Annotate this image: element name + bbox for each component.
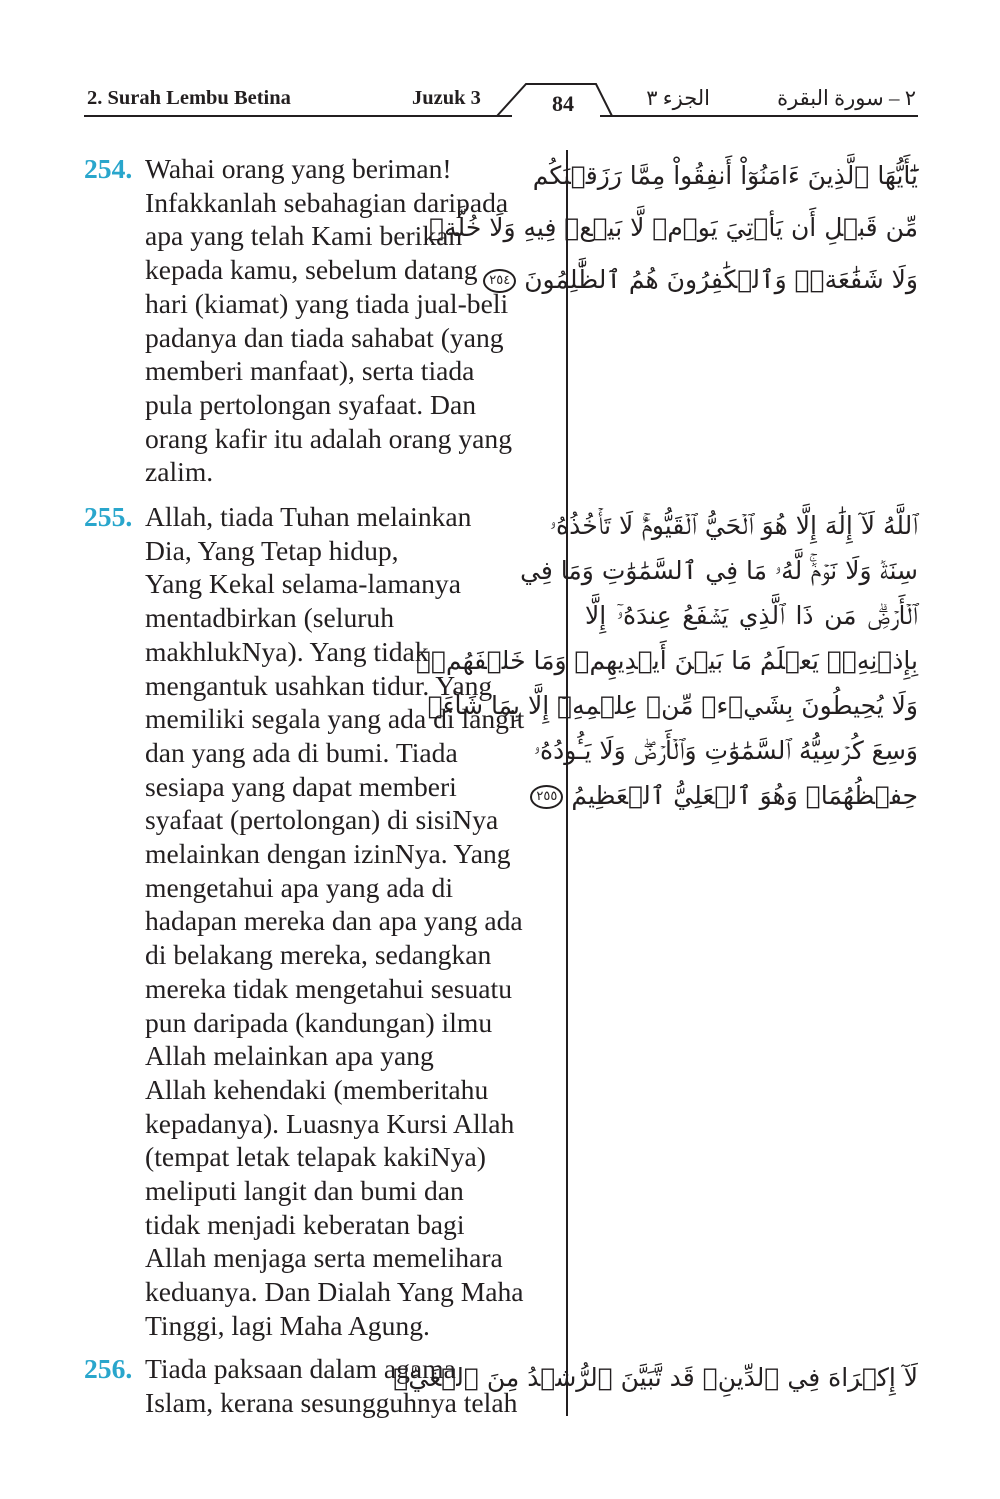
verse-255-translation: [84, 500, 564, 1343]
arabic-line-text: وَلَا شَفَٰعَةٞۗ وَٱلۡكَٰفِرُونَ هُمُ ٱلظَّٰلِمُونَ: [524, 265, 918, 294]
translation-line: hari (kiamat) yang tiada jual-beli: [145, 287, 509, 319]
translation-line: Islam, kerana sesungguhnya telah: [145, 1386, 518, 1418]
translation-line: kepadanya). Luasnya Kursi Allah: [145, 1107, 515, 1139]
translation-line: (tempat letak telapak kakiNya): [145, 1141, 486, 1173]
translation-line: tidak menjadi keberatan bagi: [145, 1208, 465, 1240]
arabic-line: ٱللَّهُ لَآ إِلَٰهَ إِلَّا هُوَ ٱلۡحَيُّ ٱلۡقَيُّومُۚ لَا تَأۡخُذُهُۥ: [549, 511, 918, 540]
surah-title-latin: 2. Surah Lembu Betina: [87, 87, 291, 109]
translation-line: pun daripada (kandungan) ilmu: [145, 1006, 493, 1038]
translation-line: orang kafir itu adalah orang yang: [145, 422, 513, 454]
translation-line: pula pertolongan syafaat. Dan: [145, 388, 477, 420]
arabic-line: لَآ إِكۡرَاهَ فِي ٱلدِّينِۖ قَد تَّبَيَّنَ ٱلرُّشۡدُ مِنَ ٱلۡغَيِّۚ: [393, 1363, 918, 1392]
verse-256-arabic: [393, 1352, 918, 1404]
translation-line: kepada kamu, sebelum datang: [145, 254, 478, 286]
ayah-end-marker: ٢٥٥: [530, 785, 563, 809]
verse-number: 256.: [84, 1353, 133, 1384]
translation-line: memiliki segala yang ada di langit: [145, 703, 525, 735]
translation-line: hadapan mereka dan apa yang ada: [145, 905, 523, 937]
translation-line: Allah kehendaki (memberitahu: [145, 1073, 489, 1105]
translation-line: melainkan dengan izinNya. Yang: [145, 838, 511, 870]
translation-line: makhlukNya). Yang tidak: [145, 635, 429, 667]
translation-line: dan yang ada di bumi. Tiada: [145, 736, 458, 768]
surah-title-arabic: ٢ – سورة البقرة: [777, 86, 916, 110]
arabic-line: يَٰٓأَيُّهَا ٱلَّذِينَ ءَامَنُوٓاْ أَنفِقُواْ مِمَّا رَزَقۡنَٰكُم: [532, 161, 918, 190]
translation-line: mengetahui apa yang ada di: [145, 871, 454, 903]
translation-line: memberi manfaat), serta tiada: [145, 355, 475, 387]
page-number: 84: [552, 91, 574, 116]
ayah-end-marker: ٢٥٤: [483, 269, 516, 293]
translation-line: Tinggi, lagi Maha Agung.: [145, 1309, 430, 1341]
verse-number: 255.: [84, 501, 133, 532]
verse-number: 254.: [84, 153, 133, 184]
arabic-line: وَسِعَ كُرۡسِيُّهُ ٱلسَّمَٰوَٰتِ وَٱلۡأَرۡضَۖ وَلَا يَـُٔودُهُۥ: [533, 736, 918, 765]
verse-254-arabic: [429, 150, 918, 306]
arabic-line-last: [536, 773, 918, 818]
arabic-line: سِنَةٞ وَلَا نَوۡمٞۚ لَّهُۥ مَا فِي ٱلسَّمَٰوَٰتِ وَمَا فِي: [520, 556, 918, 585]
translation-line: meliputi langit dan bumi dan: [145, 1175, 464, 1207]
translation-line: syafaat (pertolongan) di sisiNya: [145, 804, 499, 836]
translation-line: zalim.: [145, 456, 214, 488]
translation-line: Allah melainkan apa yang: [145, 1040, 434, 1072]
verse-255-arabic: [415, 503, 918, 818]
arabic-line: وَلَا يُحِيطُونَ بِشَيۡءٖ مِّنۡ عِلۡمِهِۦٓ إِلَّا بِمَا شَآءَۚ: [427, 691, 918, 720]
translation-line: di belakang mereka, sedangkan: [145, 939, 492, 971]
translation-line: Infakkanlah sebahagian daripada: [145, 186, 509, 218]
juzuk-label: Juzuk 3: [412, 87, 481, 109]
translation-line: Tiada paksaan dalam agama: [145, 1353, 456, 1384]
translation-line: sesiapa yang dapat memberi: [145, 770, 457, 802]
arabic-line: بِإِذۡنِهِۦۚ يَعۡلَمُ مَا بَيۡنَ أَيۡدِيهِمۡ وَمَا خَلۡفَهُمۡۖ: [415, 646, 918, 675]
translation-line: mereka tidak mengetahui sesuatu: [145, 972, 513, 1004]
translation-line: Wahai orang yang beriman!: [145, 153, 452, 184]
arabic-line: ٱلۡأَرۡضِۗ مَن ذَا ٱلَّذِي يَشۡفَعُ عِندَهُۥٓ إِلَّا: [585, 601, 918, 630]
translation-line: Allah menjaga serta memelihara: [145, 1242, 503, 1274]
translation-line: mengantuk usahkan tidur. Yang: [145, 669, 493, 701]
translation-line: Yang Kekal selama-lamanya: [145, 568, 461, 600]
translation-line: apa yang telah Kami berikan: [145, 220, 463, 252]
translation-line: Allah, tiada Tuhan melainkan: [145, 501, 472, 532]
juz-label-arabic: الجزء ٣: [646, 86, 710, 110]
translation-line: keduanya. Dan Dialah Yang Maha: [145, 1276, 524, 1308]
translation-line: Dia, Yang Tetap hidup,: [145, 534, 399, 566]
arabic-line-last: [489, 254, 918, 306]
arabic-line-text: حِفۡظُهُمَاۚ وَهُوَ ٱلۡعَلِيُّ ٱلۡعَظِيمُ: [571, 781, 918, 810]
translation-line: mentadbirkan (seluruh: [145, 602, 395, 634]
translation-line: padanya dan tiada sahabat (yang: [145, 321, 504, 353]
arabic-line: مِّن قَبۡلِ أَن يَأۡتِيَ يَوۡمٞ لَّا بَيۡعٞ فِيهِ وَلَا خُلَّةٞ: [429, 213, 918, 242]
